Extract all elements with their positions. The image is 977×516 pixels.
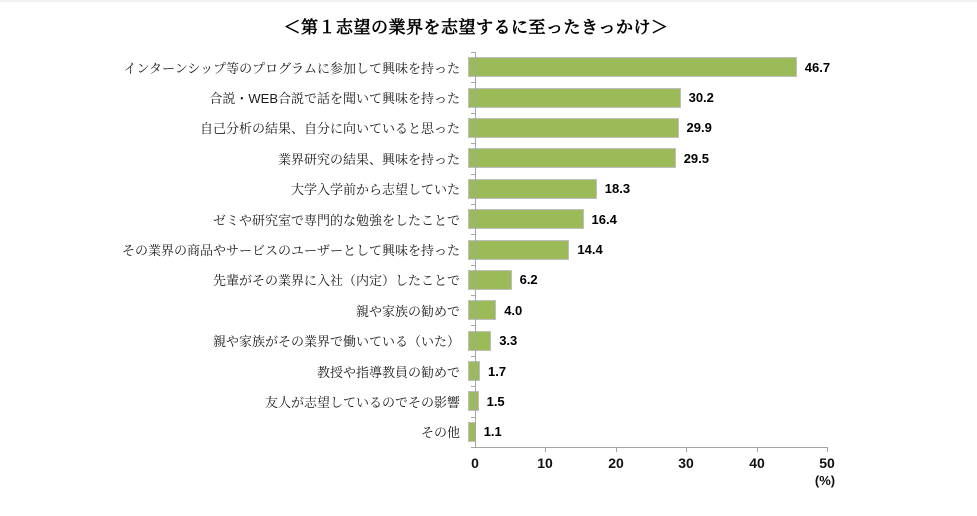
bar	[468, 209, 584, 229]
bar	[468, 57, 797, 77]
chart-row	[0, 326, 977, 356]
category-label: その業界の商品やサービスのユーザーとして興味を持った	[121, 243, 460, 259]
bar	[468, 240, 569, 260]
x-tick-label: 0	[471, 455, 479, 471]
y-tick	[471, 174, 475, 175]
bar	[468, 331, 491, 351]
y-tick	[471, 447, 475, 448]
value-label: 29.5	[683, 150, 709, 166]
chart-row	[0, 234, 977, 264]
bar	[468, 118, 679, 138]
y-tick	[471, 204, 475, 205]
y-tick	[471, 417, 475, 418]
category-label: 大学入学前から志望していた	[290, 182, 460, 198]
y-tick	[471, 82, 475, 83]
chart-title: ＜第１志望の業界を志望するに至ったきっかけ＞	[283, 18, 669, 37]
bar-zone	[468, 143, 928, 173]
category-label: 自己分析の結果、自分に向いていると思った	[199, 121, 460, 137]
chart-row	[0, 265, 977, 295]
bar-zone	[468, 204, 928, 234]
bar	[468, 88, 681, 108]
y-tick	[471, 52, 475, 53]
value-label: 4.0	[504, 302, 523, 318]
x-tick	[827, 448, 828, 452]
bar-rows	[0, 52, 977, 447]
bar	[468, 148, 676, 168]
y-tick	[471, 143, 475, 144]
bar	[468, 361, 480, 381]
chart-row	[0, 82, 977, 112]
x-tick	[757, 448, 758, 452]
x-axis-unit-label: (%)	[814, 473, 836, 488]
bar-zone	[468, 174, 928, 204]
y-tick	[471, 234, 475, 235]
y-tick	[471, 386, 475, 387]
category-label: 友人が志望しているのでその影響	[264, 394, 460, 410]
bar	[468, 179, 597, 199]
category-label: インターンシップ等のプログラムに参加して興味を持った	[123, 60, 460, 76]
category-label: 合説・WEB合説で話を聞いて興味を持った	[209, 91, 460, 107]
bar	[468, 391, 479, 411]
bar-zone	[468, 113, 928, 143]
x-axis-line	[472, 447, 828, 448]
value-label: 46.7	[804, 59, 831, 75]
category-label: ゼミや研究室で専門的な勉強をしたことで	[212, 212, 460, 228]
x-tick-label: 30	[678, 455, 694, 471]
bar-zone	[468, 386, 928, 416]
category-label: 業界研究の結果、興味を持った	[277, 151, 460, 167]
x-tick	[545, 448, 546, 452]
y-tick	[471, 356, 475, 357]
x-tick-label: 20	[608, 455, 624, 471]
bar-zone	[468, 295, 928, 325]
bar-zone	[468, 417, 928, 447]
y-tick	[471, 325, 475, 326]
y-tick	[471, 113, 475, 114]
chart-row	[0, 295, 977, 325]
value-label: 14.4	[577, 242, 603, 258]
value-label: 1.5	[486, 393, 505, 409]
value-label: 18.3	[604, 181, 631, 197]
category-label: 親や家族の勧めで	[355, 303, 460, 319]
category-label: 親や家族がその業界で働いている（いた）	[212, 334, 460, 350]
bar-zone	[468, 52, 928, 82]
value-label: 1.7	[488, 363, 507, 379]
y-tick	[471, 295, 475, 296]
category-label: 先輩がその業界に入社（内定）したことで	[212, 273, 460, 289]
x-tick	[616, 448, 617, 452]
chart-row	[0, 386, 977, 416]
value-label: 6.2	[519, 272, 538, 288]
chart-row	[0, 52, 977, 82]
value-label: 1.1	[483, 424, 502, 440]
bar-zone	[468, 82, 928, 112]
chart-row	[0, 204, 977, 234]
category-label: 教授や指導教員の勧めで	[316, 364, 460, 380]
chart-row	[0, 356, 977, 386]
x-tick-label: 50	[819, 455, 835, 471]
value-label: 3.3	[499, 333, 518, 349]
x-tick-label: 40	[749, 455, 765, 471]
chart-row	[0, 143, 977, 173]
bar-zone	[468, 356, 928, 386]
value-label: 29.9	[686, 120, 712, 136]
bar	[468, 300, 496, 320]
bar-zone	[468, 234, 928, 264]
x-tick	[686, 448, 687, 452]
value-label: 16.4	[591, 211, 617, 227]
chart-row	[0, 174, 977, 204]
bar-zone	[468, 265, 928, 295]
x-tick-label: 10	[537, 455, 553, 471]
value-label: 30.2	[688, 90, 714, 106]
y-tick	[471, 265, 475, 266]
y-axis-line	[475, 52, 476, 448]
chart-row	[0, 113, 977, 143]
bar-zone	[468, 326, 928, 356]
category-label: その他	[420, 425, 460, 441]
chart-row	[0, 417, 977, 447]
